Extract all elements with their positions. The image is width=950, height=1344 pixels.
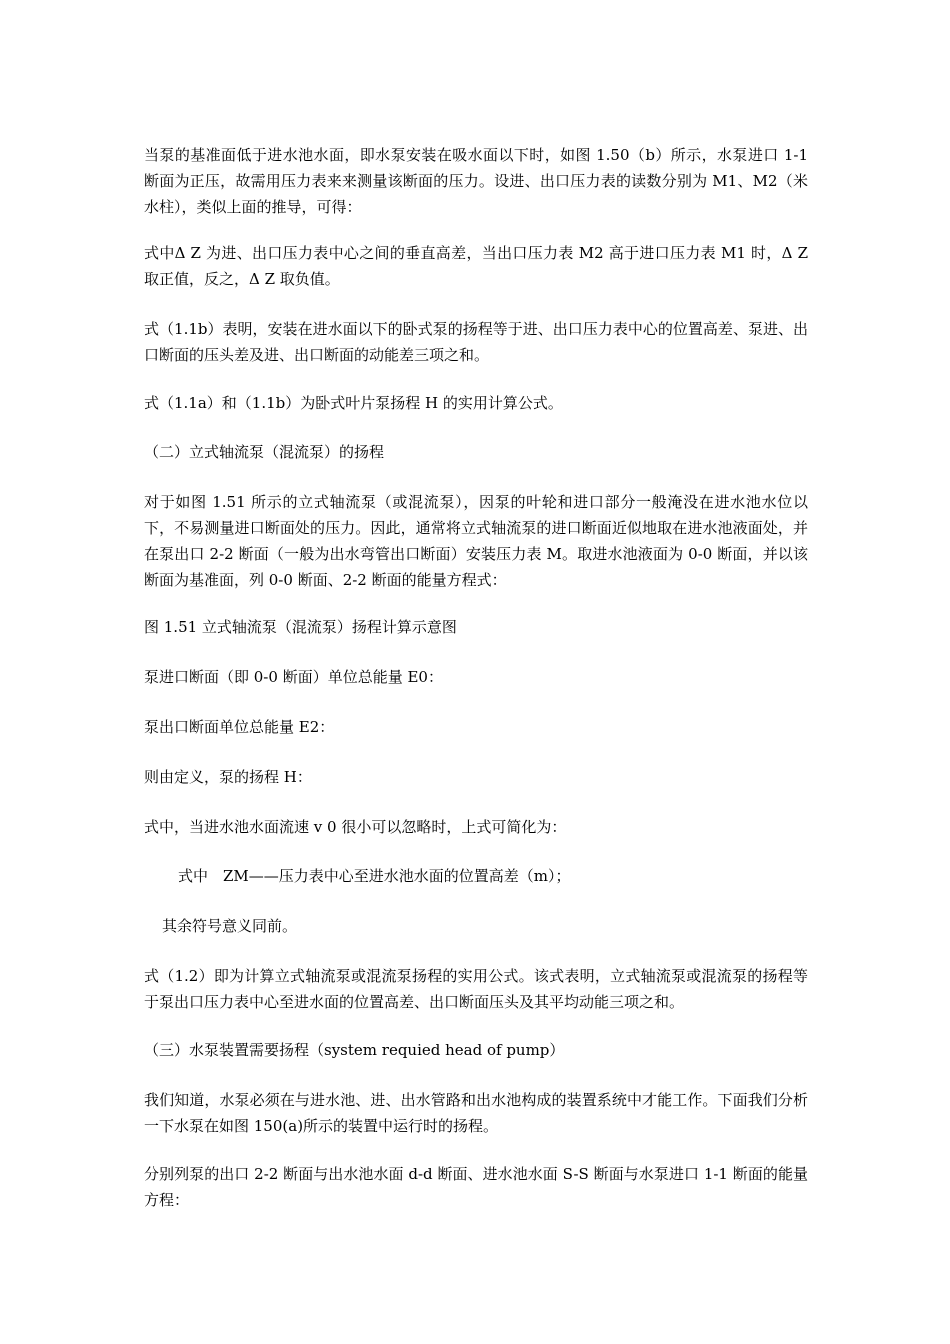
paragraph-delta-z: 式中Δ Z 为进、出口压力表中心之间的垂直高差，当出口压力表 M2 高于进口压力表 M1 时，Δ Z 取正值，反之，Δ Z 取负值。 [144, 244, 808, 288]
paragraph-vertical-pump: 对于如图 1.51 所示的立式轴流泵（或混流泵），因泵的叶轮和进口部分一般淹没在进水池水位以下，不易测量进口断面处的压力。因此，通常将立式轴流泵的进口断面近似地取在进水池液面处，并在泵出口 2-2 断面（一般为出水弯管出口断面）安装压力表 M。取进水池液面为 0-0 断面，并以该断面为基准面，列 0-0 断面、2-2 断面的能量方程式： [144, 493, 808, 589]
paragraph-other-symbols: 其余符号意义同前。 [162, 917, 298, 935]
figure-caption-1-51: 图 1.51 立式轴流泵（混流泵）扬程计算示意图 [144, 618, 457, 636]
paragraph-formula-1-1b: 式（1.1b）表明，安装在进水面以下的卧式泵的扬程等于进、出口压力表中心的位置高差、泵进、出口断面的压头差及进、出口断面的动能差三项之和。 [144, 320, 808, 364]
paragraph-energy-equations: 分别列泵的出口 2-2 断面与出水池水面 d-d 断面、进水池水面 S-S 断面与水泵进口 1-1 断面的能量方程： [144, 1165, 808, 1209]
paragraph-formula-1-2: 式（1.2）即为计算立式轴流泵或混流泵扬程的实用公式。该式表明，立式轴流泵或混流泵的扬程等于泵出口压力表中心至进水面的位置高差、出口断面压头及其平均动能三项之和。 [144, 967, 808, 1011]
paragraph-inlet-energy: 泵进口断面（即 0-0 断面）单位总能量 E0： [144, 668, 443, 686]
paragraph-zm-definition: 式中 ZM——压力表中心至进水池水面的位置高差（m）； [178, 867, 571, 885]
paragraph-practical-formula: 式（1.1a）和（1.1b）为卧式叶片泵扬程 H 的实用计算公式。 [144, 394, 563, 412]
section-heading-vertical-pump: （二）立式轴流泵（混流泵）的扬程 [144, 443, 385, 461]
section-heading-system-head: （三）水泵装置需要扬程（system requied head of pump） [144, 1041, 565, 1059]
paragraph-simplification: 式中，当进水池水面流速 v 0 很小可以忽略时，上式可简化为： [144, 818, 567, 836]
paragraph-pump-below-water: 当泵的基准面低于进水池水面，即水泵安装在吸水面以下时，如图 1.50（b）所示，水泵进口 1-1 断面为正压，故需用压力表来来测量该断面的压力。设进、出口压力表的读数分别为 M1、M2（米水柱），类似上面的推导，可得： [144, 146, 808, 216]
paragraph-system-analysis: 我们知道，水泵必须在与进水池、进、出水管路和出水池构成的装置系统中才能工作。下面我们分析一下水泵在如图 150(a)所示的装置中运行时的扬程。 [144, 1091, 808, 1135]
paragraph-outlet-energy: 泵出口断面单位总能量 E2： [144, 718, 335, 736]
paragraph-head-definition: 则由定义，泵的扬程 H： [144, 768, 312, 786]
